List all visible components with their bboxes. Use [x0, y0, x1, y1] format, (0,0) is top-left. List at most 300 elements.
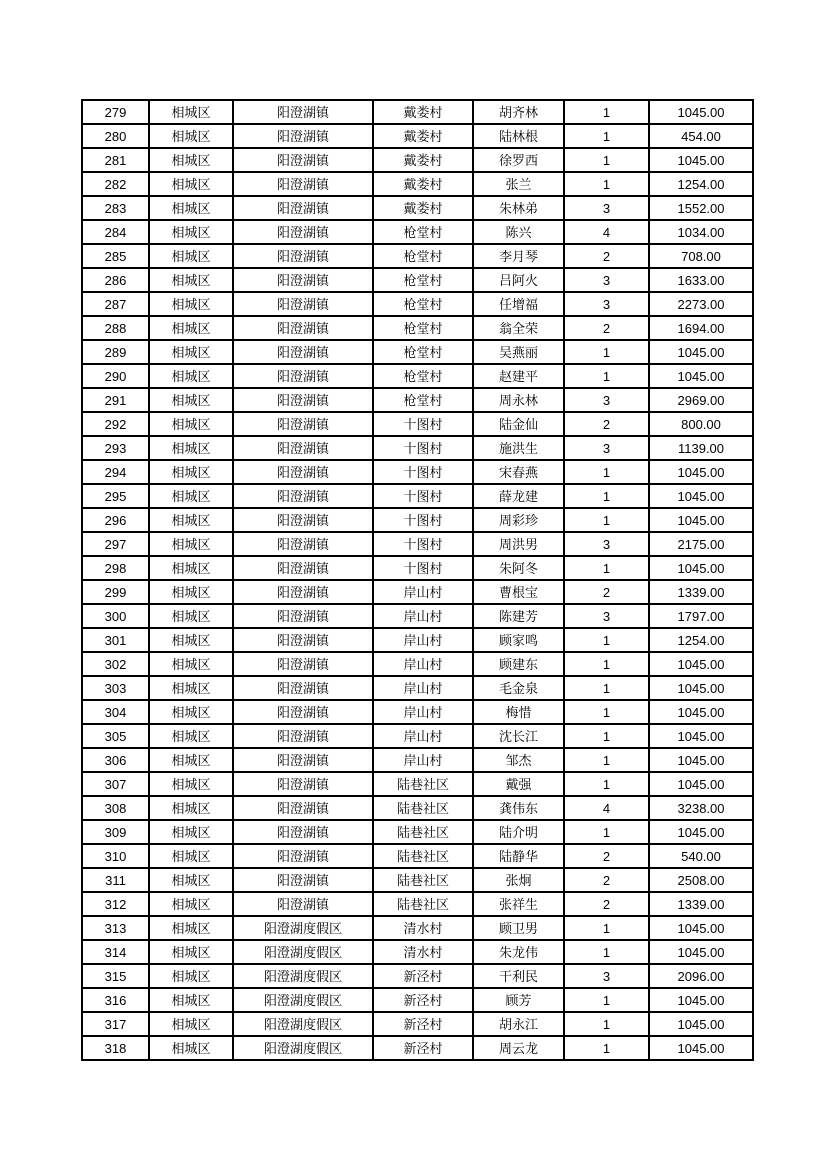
cell-no: 303	[82, 676, 149, 700]
cell-qty: 4	[564, 796, 649, 820]
cell-village: 新泾村	[373, 1012, 473, 1036]
cell-village: 新泾村	[373, 964, 473, 988]
cell-town: 阳澄湖镇	[233, 772, 373, 796]
cell-name: 张炯	[473, 868, 564, 892]
cell-no: 294	[82, 460, 149, 484]
cell-qty: 3	[564, 436, 649, 460]
cell-no: 284	[82, 220, 149, 244]
cell-qty: 3	[564, 268, 649, 292]
cell-name: 周洪男	[473, 532, 564, 556]
table-row	[82, 964, 753, 988]
cell-name: 朱阿冬	[473, 556, 564, 580]
cell-town: 阳澄湖度假区	[233, 1036, 373, 1060]
cell-qty: 1	[564, 100, 649, 124]
cell-name: 张兰	[473, 172, 564, 196]
cell-district: 相城区	[149, 964, 233, 988]
cell-village: 戴娄村	[373, 148, 473, 172]
cell-name: 朱林弟	[473, 196, 564, 220]
cell-no: 308	[82, 796, 149, 820]
table-row	[82, 508, 753, 532]
cell-village: 岸山村	[373, 604, 473, 628]
cell-town: 阳澄湖镇	[233, 796, 373, 820]
cell-no: 296	[82, 508, 149, 532]
cell-qty: 1	[564, 916, 649, 940]
cell-town: 阳澄湖镇	[233, 604, 373, 628]
cell-no: 302	[82, 652, 149, 676]
cell-qty: 1	[564, 676, 649, 700]
cell-no: 309	[82, 820, 149, 844]
cell-name: 顾卫男	[473, 916, 564, 940]
cell-no: 286	[82, 268, 149, 292]
cell-village: 戴娄村	[373, 172, 473, 196]
cell-qty: 1	[564, 748, 649, 772]
cell-qty: 2	[564, 316, 649, 340]
cell-no: 299	[82, 580, 149, 604]
cell-qty: 1	[564, 364, 649, 388]
cell-amount: 1139.00	[649, 436, 753, 460]
cell-name: 毛金泉	[473, 676, 564, 700]
cell-name: 戴强	[473, 772, 564, 796]
table-row	[82, 532, 753, 556]
cell-town: 阳澄湖镇	[233, 724, 373, 748]
cell-amount: 454.00	[649, 124, 753, 148]
cell-district: 相城区	[149, 580, 233, 604]
cell-district: 相城区	[149, 556, 233, 580]
cell-qty: 1	[564, 940, 649, 964]
cell-village: 陆巷社区	[373, 772, 473, 796]
cell-name: 周彩珍	[473, 508, 564, 532]
cell-district: 相城区	[149, 292, 233, 316]
cell-district: 相城区	[149, 436, 233, 460]
cell-district: 相城区	[149, 700, 233, 724]
cell-town: 阳澄湖镇	[233, 124, 373, 148]
cell-name: 沈长江	[473, 724, 564, 748]
cell-name: 陆介明	[473, 820, 564, 844]
table-row	[82, 484, 753, 508]
cell-amount: 1254.00	[649, 172, 753, 196]
cell-village: 陆巷社区	[373, 796, 473, 820]
cell-qty: 1	[564, 460, 649, 484]
cell-amount: 2175.00	[649, 532, 753, 556]
cell-name: 李月琴	[473, 244, 564, 268]
cell-amount: 1797.00	[649, 604, 753, 628]
cell-no: 312	[82, 892, 149, 916]
cell-amount: 1045.00	[649, 100, 753, 124]
table-row	[82, 580, 753, 604]
cell-qty: 1	[564, 556, 649, 580]
cell-name: 干利民	[473, 964, 564, 988]
cell-district: 相城区	[149, 844, 233, 868]
cell-qty: 1	[564, 1012, 649, 1036]
cell-name: 施洪生	[473, 436, 564, 460]
cell-amount: 1045.00	[649, 364, 753, 388]
cell-qty: 1	[564, 700, 649, 724]
cell-qty: 2	[564, 412, 649, 436]
cell-town: 阳澄湖镇	[233, 508, 373, 532]
cell-town: 阳澄湖镇	[233, 868, 373, 892]
cell-qty: 1	[564, 172, 649, 196]
cell-district: 相城区	[149, 100, 233, 124]
cell-no: 300	[82, 604, 149, 628]
cell-district: 相城区	[149, 988, 233, 1012]
cell-amount: 1045.00	[649, 1012, 753, 1036]
cell-amount: 1045.00	[649, 148, 753, 172]
cell-amount: 1045.00	[649, 988, 753, 1012]
cell-name: 陆金仙	[473, 412, 564, 436]
cell-village: 枪堂村	[373, 364, 473, 388]
cell-town: 阳澄湖度假区	[233, 964, 373, 988]
cell-village: 岸山村	[373, 748, 473, 772]
cell-village: 枪堂村	[373, 316, 473, 340]
cell-amount: 540.00	[649, 844, 753, 868]
table-row	[82, 628, 753, 652]
cell-town: 阳澄湖镇	[233, 700, 373, 724]
cell-amount: 3238.00	[649, 796, 753, 820]
cell-name: 邹杰	[473, 748, 564, 772]
cell-village: 十图村	[373, 484, 473, 508]
cell-district: 相城区	[149, 1012, 233, 1036]
cell-district: 相城区	[149, 676, 233, 700]
cell-amount: 708.00	[649, 244, 753, 268]
cell-amount: 1045.00	[649, 508, 753, 532]
cell-amount: 1045.00	[649, 652, 753, 676]
cell-no: 310	[82, 844, 149, 868]
cell-town: 阳澄湖镇	[233, 556, 373, 580]
cell-no: 282	[82, 172, 149, 196]
table-row	[82, 316, 753, 340]
cell-district: 相城区	[149, 748, 233, 772]
cell-town: 阳澄湖镇	[233, 676, 373, 700]
cell-amount: 2969.00	[649, 388, 753, 412]
cell-town: 阳澄湖镇	[233, 244, 373, 268]
table-row	[82, 388, 753, 412]
table-row	[82, 268, 753, 292]
cell-qty: 1	[564, 508, 649, 532]
cell-name: 吴燕丽	[473, 340, 564, 364]
cell-amount: 1045.00	[649, 460, 753, 484]
cell-village: 岸山村	[373, 676, 473, 700]
cell-district: 相城区	[149, 364, 233, 388]
cell-amount: 1339.00	[649, 892, 753, 916]
cell-name: 顾芳	[473, 988, 564, 1012]
cell-name: 陈兴	[473, 220, 564, 244]
cell-qty: 3	[564, 532, 649, 556]
cell-village: 枪堂村	[373, 340, 473, 364]
cell-qty: 3	[564, 604, 649, 628]
cell-amount: 1045.00	[649, 676, 753, 700]
cell-qty: 2	[564, 844, 649, 868]
cell-amount: 1045.00	[649, 724, 753, 748]
table-row	[82, 196, 753, 220]
cell-town: 阳澄湖镇	[233, 532, 373, 556]
cell-no: 306	[82, 748, 149, 772]
cell-no: 314	[82, 940, 149, 964]
cell-no: 318	[82, 1036, 149, 1060]
cell-no: 297	[82, 532, 149, 556]
table-row	[82, 652, 753, 676]
cell-town: 阳澄湖镇	[233, 892, 373, 916]
cell-village: 枪堂村	[373, 244, 473, 268]
cell-village: 岸山村	[373, 652, 473, 676]
cell-town: 阳澄湖镇	[233, 580, 373, 604]
table-row	[82, 868, 753, 892]
cell-qty: 1	[564, 148, 649, 172]
cell-town: 阳澄湖镇	[233, 820, 373, 844]
cell-no: 317	[82, 1012, 149, 1036]
table-row	[82, 292, 753, 316]
cell-district: 相城区	[149, 628, 233, 652]
cell-no: 313	[82, 916, 149, 940]
cell-district: 相城区	[149, 532, 233, 556]
cell-town: 阳澄湖镇	[233, 652, 373, 676]
cell-village: 岸山村	[373, 580, 473, 604]
cell-amount: 1045.00	[649, 556, 753, 580]
cell-village: 岸山村	[373, 628, 473, 652]
cell-qty: 2	[564, 892, 649, 916]
table-row	[82, 940, 753, 964]
cell-district: 相城区	[149, 772, 233, 796]
cell-village: 枪堂村	[373, 268, 473, 292]
table-row	[82, 844, 753, 868]
cell-qty: 2	[564, 244, 649, 268]
cell-amount: 1034.00	[649, 220, 753, 244]
cell-amount: 1339.00	[649, 580, 753, 604]
cell-name: 徐罗西	[473, 148, 564, 172]
records-table-body	[82, 100, 753, 1060]
cell-no: 316	[82, 988, 149, 1012]
cell-village: 清水村	[373, 940, 473, 964]
cell-qty: 3	[564, 292, 649, 316]
cell-town: 阳澄湖镇	[233, 628, 373, 652]
cell-town: 阳澄湖镇	[233, 484, 373, 508]
cell-district: 相城区	[149, 268, 233, 292]
cell-no: 305	[82, 724, 149, 748]
cell-name: 顾建东	[473, 652, 564, 676]
cell-name: 宋春燕	[473, 460, 564, 484]
cell-village: 十图村	[373, 412, 473, 436]
cell-no: 298	[82, 556, 149, 580]
cell-district: 相城区	[149, 148, 233, 172]
cell-amount: 1552.00	[649, 196, 753, 220]
cell-town: 阳澄湖度假区	[233, 988, 373, 1012]
cell-amount: 1045.00	[649, 1036, 753, 1060]
cell-district: 相城区	[149, 820, 233, 844]
cell-name: 陆静华	[473, 844, 564, 868]
cell-town: 阳澄湖镇	[233, 748, 373, 772]
cell-town: 阳澄湖镇	[233, 388, 373, 412]
cell-amount: 1045.00	[649, 940, 753, 964]
cell-no: 295	[82, 484, 149, 508]
cell-no: 290	[82, 364, 149, 388]
cell-name: 胡永江	[473, 1012, 564, 1036]
cell-name: 周云龙	[473, 1036, 564, 1060]
cell-town: 阳澄湖镇	[233, 220, 373, 244]
table-row	[82, 916, 753, 940]
cell-qty: 1	[564, 652, 649, 676]
cell-qty: 1	[564, 124, 649, 148]
table-row	[82, 1012, 753, 1036]
cell-village: 枪堂村	[373, 388, 473, 412]
cell-village: 岸山村	[373, 700, 473, 724]
table-row	[82, 172, 753, 196]
cell-qty: 2	[564, 580, 649, 604]
cell-town: 阳澄湖镇	[233, 364, 373, 388]
cell-village: 十图村	[373, 556, 473, 580]
cell-no: 291	[82, 388, 149, 412]
cell-qty: 3	[564, 964, 649, 988]
cell-name: 赵建平	[473, 364, 564, 388]
cell-district: 相城区	[149, 412, 233, 436]
cell-qty: 1	[564, 340, 649, 364]
cell-town: 阳澄湖镇	[233, 340, 373, 364]
cell-no: 293	[82, 436, 149, 460]
cell-village: 戴娄村	[373, 124, 473, 148]
cell-no: 304	[82, 700, 149, 724]
cell-name: 曹根宝	[473, 580, 564, 604]
table-row	[82, 1036, 753, 1060]
cell-district: 相城区	[149, 220, 233, 244]
cell-amount: 1633.00	[649, 268, 753, 292]
cell-village: 枪堂村	[373, 220, 473, 244]
cell-village: 戴娄村	[373, 196, 473, 220]
cell-town: 阳澄湖度假区	[233, 916, 373, 940]
cell-town: 阳澄湖镇	[233, 436, 373, 460]
cell-village: 新泾村	[373, 988, 473, 1012]
cell-town: 阳澄湖镇	[233, 412, 373, 436]
table-row	[82, 364, 753, 388]
cell-district: 相城区	[149, 172, 233, 196]
cell-amount: 1254.00	[649, 628, 753, 652]
cell-qty: 3	[564, 196, 649, 220]
cell-district: 相城区	[149, 652, 233, 676]
table-row	[82, 892, 753, 916]
cell-town: 阳澄湖镇	[233, 316, 373, 340]
cell-name: 薛龙建	[473, 484, 564, 508]
cell-village: 枪堂村	[373, 292, 473, 316]
cell-district: 相城区	[149, 724, 233, 748]
cell-qty: 1	[564, 988, 649, 1012]
cell-town: 阳澄湖镇	[233, 268, 373, 292]
cell-name: 陈建芳	[473, 604, 564, 628]
cell-amount: 2508.00	[649, 868, 753, 892]
cell-town: 阳澄湖镇	[233, 460, 373, 484]
table-row	[82, 148, 753, 172]
cell-qty: 1	[564, 1036, 649, 1060]
cell-district: 相城区	[149, 316, 233, 340]
cell-village: 陆巷社区	[373, 844, 473, 868]
cell-village: 十图村	[373, 508, 473, 532]
cell-name: 翁全荣	[473, 316, 564, 340]
cell-no: 280	[82, 124, 149, 148]
cell-village: 陆巷社区	[373, 892, 473, 916]
table-row	[82, 244, 753, 268]
cell-name: 张祥生	[473, 892, 564, 916]
cell-town: 阳澄湖镇	[233, 148, 373, 172]
cell-village: 十图村	[373, 460, 473, 484]
cell-village: 十图村	[373, 436, 473, 460]
cell-no: 292	[82, 412, 149, 436]
cell-town: 阳澄湖镇	[233, 292, 373, 316]
table-row	[82, 220, 753, 244]
table-row	[82, 412, 753, 436]
cell-town: 阳澄湖度假区	[233, 1012, 373, 1036]
cell-district: 相城区	[149, 340, 233, 364]
cell-qty: 1	[564, 628, 649, 652]
cell-amount: 2273.00	[649, 292, 753, 316]
cell-name: 胡齐林	[473, 100, 564, 124]
table-row	[82, 820, 753, 844]
cell-no: 281	[82, 148, 149, 172]
cell-no: 311	[82, 868, 149, 892]
cell-district: 相城区	[149, 940, 233, 964]
cell-district: 相城区	[149, 388, 233, 412]
cell-qty: 1	[564, 484, 649, 508]
cell-no: 283	[82, 196, 149, 220]
table-row	[82, 124, 753, 148]
table-row	[82, 700, 753, 724]
records-table	[81, 99, 754, 1061]
cell-no: 307	[82, 772, 149, 796]
cell-amount: 2096.00	[649, 964, 753, 988]
table-row	[82, 100, 753, 124]
cell-qty: 1	[564, 772, 649, 796]
cell-village: 岸山村	[373, 724, 473, 748]
cell-qty: 2	[564, 868, 649, 892]
cell-district: 相城区	[149, 604, 233, 628]
table-row	[82, 676, 753, 700]
cell-no: 285	[82, 244, 149, 268]
cell-village: 戴娄村	[373, 100, 473, 124]
cell-town: 阳澄湖度假区	[233, 940, 373, 964]
cell-no: 301	[82, 628, 149, 652]
cell-name: 陆林根	[473, 124, 564, 148]
table-row	[82, 460, 753, 484]
table-row	[82, 340, 753, 364]
cell-qty: 4	[564, 220, 649, 244]
cell-district: 相城区	[149, 868, 233, 892]
table-row	[82, 604, 753, 628]
table-row	[82, 988, 753, 1012]
cell-name: 龚伟东	[473, 796, 564, 820]
cell-amount: 1045.00	[649, 340, 753, 364]
cell-amount: 1045.00	[649, 916, 753, 940]
cell-name: 吕阿火	[473, 268, 564, 292]
table-row	[82, 556, 753, 580]
cell-district: 相城区	[149, 460, 233, 484]
cell-name: 任增福	[473, 292, 564, 316]
cell-district: 相城区	[149, 916, 233, 940]
cell-district: 相城区	[149, 796, 233, 820]
table-row	[82, 436, 753, 460]
cell-district: 相城区	[149, 1036, 233, 1060]
cell-district: 相城区	[149, 508, 233, 532]
cell-district: 相城区	[149, 196, 233, 220]
cell-village: 十图村	[373, 532, 473, 556]
cell-qty: 3	[564, 388, 649, 412]
cell-amount: 1045.00	[649, 484, 753, 508]
cell-qty: 1	[564, 724, 649, 748]
cell-amount: 800.00	[649, 412, 753, 436]
cell-amount: 1045.00	[649, 820, 753, 844]
cell-name: 梅惜	[473, 700, 564, 724]
cell-no: 287	[82, 292, 149, 316]
table-row	[82, 748, 753, 772]
cell-amount: 1045.00	[649, 700, 753, 724]
cell-district: 相城区	[149, 124, 233, 148]
cell-village: 新泾村	[373, 1036, 473, 1060]
table-row	[82, 772, 753, 796]
cell-qty: 1	[564, 820, 649, 844]
